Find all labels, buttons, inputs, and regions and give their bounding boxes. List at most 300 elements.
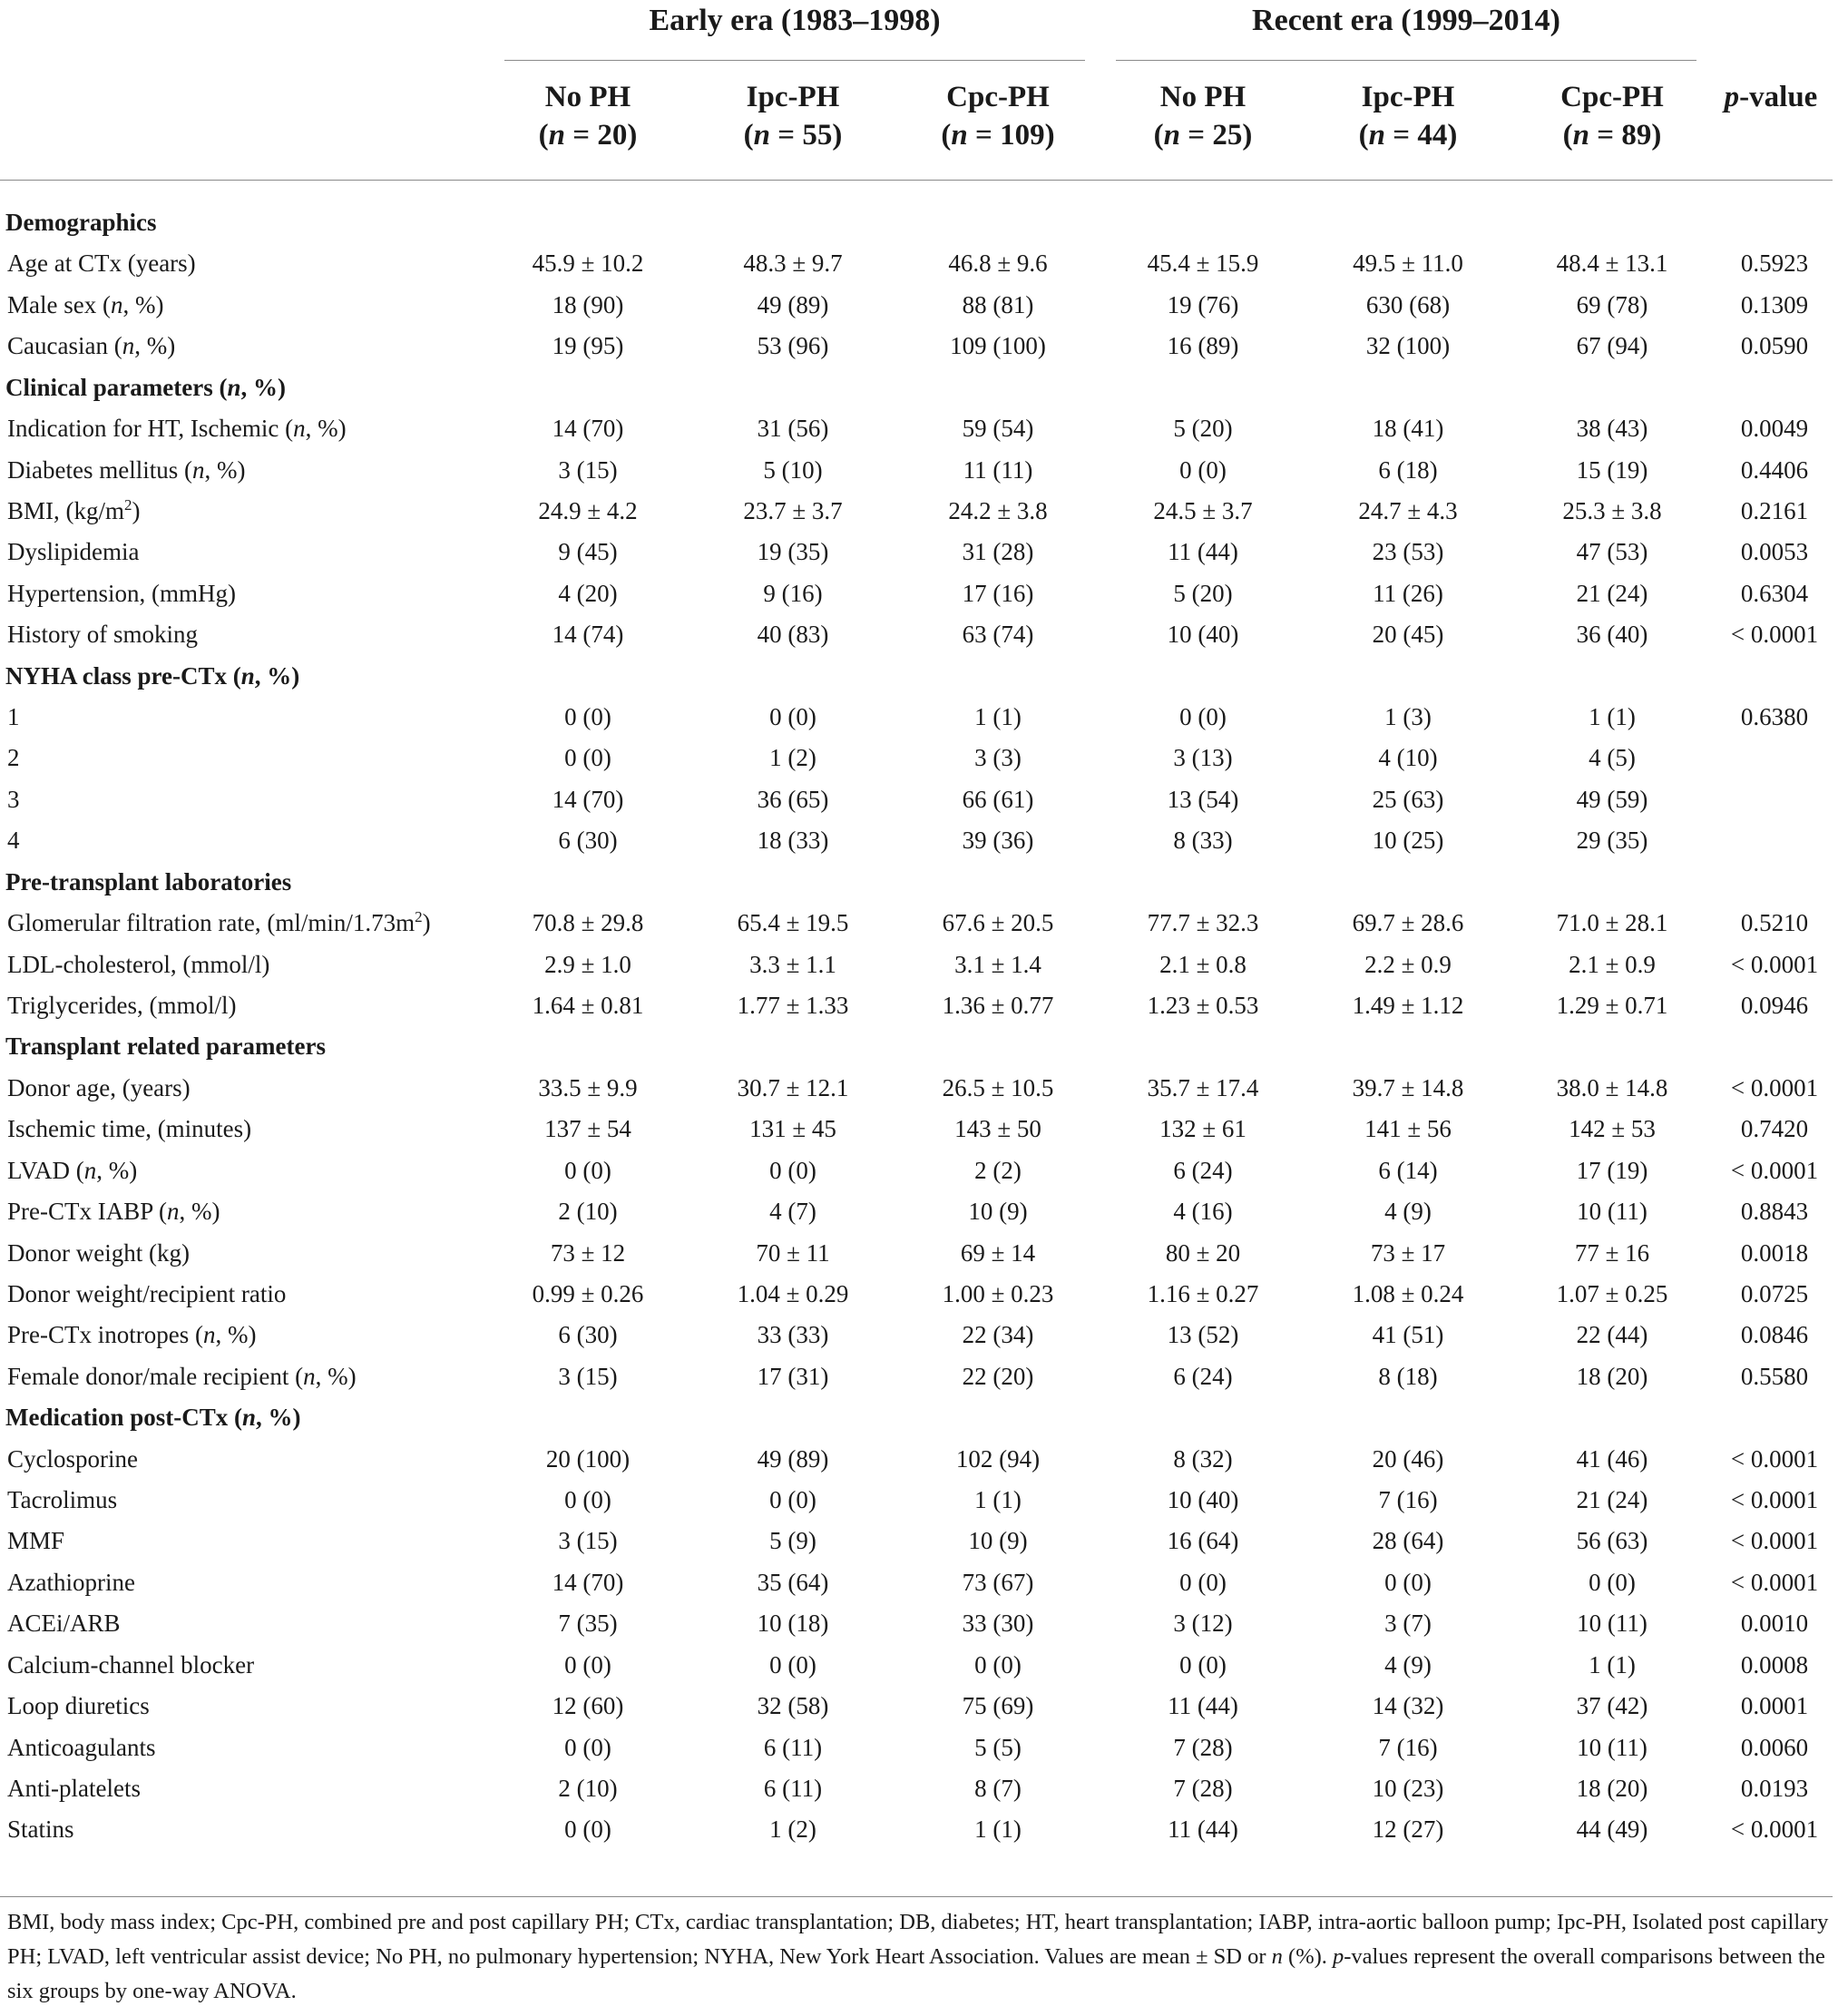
table-cell: 31 (56) <box>757 415 829 443</box>
row-label: Hypertension, (mmHg) <box>7 579 236 607</box>
table-cell: 7 (28) <box>1173 1774 1233 1802</box>
section-header-row <box>0 655 1833 697</box>
column-header: Cpc-PH (n = 89) <box>1560 81 1664 152</box>
table-cell: 32 (58) <box>757 1692 829 1720</box>
row-label: Triglycerides, (mmol/l) <box>7 991 237 1019</box>
pvalue-cell: 0.0193 <box>1740 1774 1809 1802</box>
table-cell: 3 (7) <box>1384 1610 1432 1638</box>
table-cell: 36 (40) <box>1576 621 1648 649</box>
table-cell: 65.4 ± 19.5 <box>737 909 849 937</box>
table-cell: 31 (28) <box>962 538 1034 566</box>
table-cell: 1 (2) <box>769 744 816 772</box>
footnote-divider <box>0 1896 1833 1897</box>
table-cell: 77.7 ± 32.3 <box>1147 909 1259 937</box>
column-header: No PH (n = 25) <box>1153 81 1253 152</box>
section-label: Clinical parameters (n, %) <box>5 373 286 401</box>
row-label: Dyslipidemia <box>7 538 140 566</box>
table-cell: 132 ± 61 <box>1159 1115 1247 1143</box>
table-row <box>0 902 1833 944</box>
era-header-early: Early era (1983–1998) <box>649 4 941 37</box>
table-cell: 1 (1) <box>974 1815 1022 1844</box>
table-row <box>0 778 1833 820</box>
pvalue-cell: < 0.0001 <box>1730 621 1819 649</box>
table-cell: 1.00 ± 0.23 <box>942 1279 1054 1307</box>
table-cell: 6 (24) <box>1173 1362 1233 1390</box>
table-cell: 0 (0) <box>564 1815 611 1844</box>
table-cell: 2 (2) <box>974 1156 1022 1184</box>
pvalue-cell: 0.0018 <box>1740 1238 1809 1267</box>
table-cell: 69 ± 14 <box>960 1238 1036 1267</box>
table-cell: 7 (28) <box>1173 1733 1233 1761</box>
table-cell: 36 (65) <box>757 785 829 813</box>
row-label: Female donor/male recipient (n, %) <box>7 1362 357 1390</box>
table-cell: 17 (19) <box>1576 1156 1648 1184</box>
table-cell: 48.3 ± 9.7 <box>743 250 843 278</box>
table-cell: 3 (13) <box>1173 744 1233 772</box>
table-cell: 1 (1) <box>974 703 1022 731</box>
table-cell: 1.77 ± 1.33 <box>737 991 849 1019</box>
table-cell: 23.7 ± 3.7 <box>743 496 843 524</box>
table-row <box>0 1150 1833 1191</box>
table-cell: 73 ± 17 <box>1370 1238 1446 1267</box>
table-cell: 21 (24) <box>1576 1486 1648 1514</box>
table-cell: 19 (76) <box>1167 290 1239 318</box>
table-cell: 1 (3) <box>1384 703 1432 731</box>
table-cell: 4 (16) <box>1173 1198 1233 1226</box>
table-cell: 49 (89) <box>757 1444 829 1473</box>
table-cell: 33 (33) <box>757 1321 829 1349</box>
table-cell: 39.7 ± 14.8 <box>1352 1073 1464 1101</box>
table-cell: 10 (40) <box>1167 621 1239 649</box>
pvalue-cell: < 0.0001 <box>1730 1444 1819 1473</box>
table-footnote: BMI, body mass index; Cpc-PH, combined pre and post capillary PH; CTx, cardiac transplantation; DB, diabetes; HT, heart transplantation; IABP, intra-aortic balloon pump; Ipc-PH, Isolated post capillary PH; LVAD, left ventricular assist device; No PH, no pulmonary hypertension; NYHA, New York Heart Association. Values are mean ± SD or n (%). p-values represent the overall comparisons between the six groups by one-way ANOVA. <box>7 1910 1829 2003</box>
table-cell: 1 (1) <box>1589 703 1636 731</box>
table-cell: 0 (0) <box>1179 455 1227 484</box>
table-cell: 137 ± 54 <box>544 1115 631 1143</box>
table-cell: 2 (10) <box>558 1774 618 1802</box>
table-cell: 7 (16) <box>1378 1733 1438 1761</box>
section-label: NYHA class pre-CTx (n, %) <box>5 661 300 690</box>
table-row <box>0 1190 1833 1232</box>
table-cell: 17 (16) <box>962 579 1034 607</box>
table-cell: 35.7 ± 17.4 <box>1147 1073 1259 1101</box>
table-cell: 0 (0) <box>564 744 611 772</box>
pvalue-cell: < 0.0001 <box>1730 1486 1819 1514</box>
table-cell: 2 (10) <box>558 1198 618 1226</box>
table-cell: 22 (34) <box>962 1321 1034 1349</box>
section-header-row <box>0 201 1833 243</box>
table-cell: 15 (19) <box>1576 455 1648 484</box>
table-cell: 0 (0) <box>564 1156 611 1184</box>
table-cell: 37 (42) <box>1576 1692 1648 1720</box>
pvalue-cell: < 0.0001 <box>1730 950 1819 978</box>
table-cell: 69 (78) <box>1576 290 1648 318</box>
table-cell: 18 (20) <box>1576 1362 1648 1390</box>
table-cell: 10 (11) <box>1577 1733 1647 1761</box>
table-cell: 11 (44) <box>1168 538 1238 566</box>
table-cell: 10 (25) <box>1372 827 1444 855</box>
table-row <box>0 1602 1833 1644</box>
column-header: Ipc-PH (n = 55) <box>743 81 843 152</box>
table-cell: 2.2 ± 0.9 <box>1364 950 1452 978</box>
column-header: No PH (n = 20) <box>538 81 638 152</box>
row-label: Donor age, (years) <box>7 1073 191 1101</box>
table-cell: 142 ± 53 <box>1569 1115 1656 1143</box>
table-cell: 16 (89) <box>1167 332 1239 360</box>
table-cell: 70.8 ± 29.8 <box>532 909 644 937</box>
row-label: Pre-CTx inotropes (n, %) <box>7 1321 257 1349</box>
table-cell: 10 (18) <box>757 1610 829 1638</box>
table-row <box>0 1561 1833 1603</box>
table-row <box>0 531 1833 573</box>
table-cell: 11 (44) <box>1168 1692 1238 1720</box>
table-cell: 0 (0) <box>769 1156 816 1184</box>
table-cell: 1.07 ± 0.25 <box>1556 1279 1668 1307</box>
table-cell: 25.3 ± 3.8 <box>1562 496 1662 524</box>
table-cell: 7 (35) <box>558 1610 618 1638</box>
row-label: Ischemic time, (minutes) <box>7 1115 252 1143</box>
table-cell: 46.8 ± 9.6 <box>948 250 1048 278</box>
table-cell: 21 (24) <box>1576 579 1648 607</box>
table-cell: 47 (53) <box>1576 538 1648 566</box>
row-label: Tacrolimus <box>7 1486 118 1514</box>
table-cell: 4 (5) <box>1589 744 1636 772</box>
table-cell: 39 (36) <box>962 827 1034 855</box>
row-label: History of smoking <box>7 621 199 649</box>
table-row <box>0 696 1833 738</box>
row-label: Donor weight/recipient ratio <box>7 1279 287 1307</box>
table-cell: 45.9 ± 10.2 <box>532 250 644 278</box>
table-cell: 48.4 ± 13.1 <box>1556 250 1668 278</box>
table-row <box>0 1355 1833 1397</box>
row-label: 3 <box>7 785 20 813</box>
table-row <box>0 1727 1833 1768</box>
table-cell: 18 (90) <box>552 290 624 318</box>
table-cell: 0.99 ± 0.26 <box>532 1279 644 1307</box>
table-cell: 1.49 ± 1.12 <box>1352 991 1464 1019</box>
pvalue-cell: 0.4406 <box>1740 455 1809 484</box>
table-cell: 24.9 ± 4.2 <box>538 496 638 524</box>
table-cell: 73 (67) <box>962 1568 1034 1596</box>
table-cell: 4 (20) <box>558 579 618 607</box>
pvalue-cell: 0.0053 <box>1740 538 1809 566</box>
table-cell: 1.16 ± 0.27 <box>1147 1279 1259 1307</box>
table-cell: 8 (32) <box>1173 1444 1233 1473</box>
pvalue-cell: 0.0001 <box>1740 1692 1809 1720</box>
pvalue-cell: 0.0049 <box>1740 415 1809 443</box>
table-cell: 9 (45) <box>558 538 618 566</box>
table-cell: 10 (40) <box>1167 1486 1239 1514</box>
table-cell: 20 (45) <box>1372 621 1444 649</box>
section-label: Transplant related parameters <box>5 1032 326 1061</box>
table-cell: 9 (16) <box>763 579 823 607</box>
table-cell: 1 (2) <box>769 1815 816 1844</box>
table-cell: 2.9 ± 1.0 <box>544 950 631 978</box>
row-label: 1 <box>7 703 20 731</box>
pvalue-cell: 0.5210 <box>1740 909 1809 937</box>
table-cell: 67.6 ± 20.5 <box>942 909 1054 937</box>
table-row <box>0 737 1833 778</box>
table-row <box>0 1067 1833 1109</box>
row-label: Diabetes mellitus (n, %) <box>7 455 246 484</box>
table-cell: 71.0 ± 28.1 <box>1556 909 1668 937</box>
pvalue-header: p-value <box>1724 81 1818 113</box>
pvalue-cell: 0.0060 <box>1740 1733 1809 1761</box>
table-cell: 109 (100) <box>950 332 1046 360</box>
table-cell: 0 (0) <box>564 1733 611 1761</box>
table-cell: 13 (52) <box>1167 1321 1239 1349</box>
table-cell: 5 (20) <box>1173 579 1233 607</box>
table-row <box>0 1808 1833 1850</box>
table-cell: 1 (1) <box>974 1486 1022 1514</box>
table-cell: 11 (44) <box>1168 1815 1238 1844</box>
table-cell: 1.04 ± 0.29 <box>737 1279 849 1307</box>
era-header-recent: Recent era (1999–2014) <box>1252 4 1560 37</box>
table-cell: 80 ± 20 <box>1165 1238 1241 1267</box>
table-cell: 26.5 ± 10.5 <box>942 1073 1054 1101</box>
table-cell: 4 (7) <box>769 1198 816 1226</box>
table-cell: 20 (46) <box>1372 1444 1444 1473</box>
table-cell: 73 ± 12 <box>550 1238 626 1267</box>
table-row <box>0 1314 1833 1355</box>
pvalue-cell: 0.2161 <box>1740 496 1809 524</box>
table-cell: 1.08 ± 0.24 <box>1352 1279 1464 1307</box>
table-cell: 63 (74) <box>962 621 1034 649</box>
table-cell: 3 (12) <box>1173 1610 1233 1638</box>
row-label: Indication for HT, Ischemic (n, %) <box>7 415 347 443</box>
table-cell: 5 (9) <box>769 1527 816 1555</box>
pvalue-cell: 0.5923 <box>1740 250 1809 278</box>
table-row <box>0 242 1833 284</box>
row-label: 4 <box>7 827 20 855</box>
row-label: 2 <box>7 744 20 772</box>
table-cell: 22 (20) <box>962 1362 1034 1390</box>
table-cell: 70 ± 11 <box>756 1238 830 1267</box>
pvalue-cell: 0.0010 <box>1740 1610 1809 1638</box>
pvalue-cell: 0.7420 <box>1740 1115 1809 1143</box>
table-cell: 49.5 ± 11.0 <box>1353 250 1463 278</box>
table-cell: 1 (1) <box>1589 1650 1636 1678</box>
table-cell: 20 (100) <box>545 1444 631 1473</box>
table-cell: 141 ± 56 <box>1364 1115 1452 1143</box>
pvalue-cell: 0.1309 <box>1740 290 1809 318</box>
row-label: Glomerular filtration rate, $(ml/\min/1.73m^2)$ <box>7 908 431 937</box>
pvalue-cell: 0.6380 <box>1740 703 1809 731</box>
table-row <box>0 944 1833 985</box>
era-underline-recent <box>1116 60 1696 61</box>
table-cell: 1.64 ± 0.81 <box>532 991 644 1019</box>
pvalue-cell: 0.0590 <box>1740 332 1809 360</box>
section-header-row <box>0 861 1833 903</box>
table-cell: 66 (61) <box>962 785 1034 813</box>
table-cell: 8 (7) <box>974 1774 1022 1802</box>
table-cell: 6 (14) <box>1378 1156 1438 1184</box>
row-label: Pre-CTx IABP (n, %) <box>7 1198 220 1226</box>
pvalue-cell: < 0.0001 <box>1730 1156 1819 1184</box>
row-label: Cyclosporine <box>7 1444 138 1473</box>
table-cell: 3 (15) <box>558 1527 618 1555</box>
table-row <box>0 325 1833 367</box>
table-cell: 38 (43) <box>1576 415 1648 443</box>
table-cell: 6 (11) <box>763 1774 823 1802</box>
table-row <box>0 1273 1833 1315</box>
row-label: BMI, $(kg/m^2)$ <box>7 495 141 524</box>
table-cell: 0 (0) <box>1384 1568 1432 1596</box>
table-cell: 33 (30) <box>962 1610 1034 1638</box>
pvalue-cell: 0.0725 <box>1740 1279 1809 1307</box>
table-cell: 40 (83) <box>757 621 829 649</box>
table-cell: 7 (16) <box>1378 1486 1438 1514</box>
table-cell: 630 (68) <box>1365 290 1451 318</box>
section-header-row <box>0 1025 1833 1067</box>
table-cell: 14 (70) <box>552 415 624 443</box>
table-cell: 3 (3) <box>974 744 1022 772</box>
row-label: Statins <box>7 1815 74 1844</box>
table-cell: 131 ± 45 <box>749 1115 836 1143</box>
table-cell: 8 (18) <box>1378 1362 1438 1390</box>
table-cell: 10 (23) <box>1372 1774 1444 1802</box>
pvalue-cell: 0.5580 <box>1740 1362 1809 1390</box>
table-cell: 5 (20) <box>1173 415 1233 443</box>
row-label: MMF <box>7 1527 65 1555</box>
table-cell: 0 (0) <box>974 1650 1022 1678</box>
column-header: Ipc-PH (n = 44) <box>1358 81 1458 152</box>
section-label: Medication post-CTx (n, %) <box>5 1404 301 1432</box>
table-cell: 49 (59) <box>1576 785 1648 813</box>
row-label: Age at CTx (years) <box>7 250 196 278</box>
table-cell: 0 (0) <box>769 1650 816 1678</box>
table-cell: 33.5 ± 9.9 <box>538 1073 638 1101</box>
table-cell: 53 (96) <box>757 332 829 360</box>
table-cell: 29 (35) <box>1576 827 1648 855</box>
table-cell: 14 (32) <box>1372 1692 1444 1720</box>
table-cell: 56 (63) <box>1576 1527 1648 1555</box>
table-cell: 10 (9) <box>968 1527 1028 1555</box>
table-cell: 69.7 ± 28.6 <box>1352 909 1464 937</box>
table-cell: 102 (94) <box>955 1444 1041 1473</box>
table-cell: 3 (15) <box>558 1362 618 1390</box>
table-cell: 13 (54) <box>1167 785 1239 813</box>
section-label: Demographics <box>5 209 157 236</box>
section-header-row <box>0 367 1833 408</box>
table-cell: 12 (60) <box>552 1692 624 1720</box>
table-row <box>0 1685 1833 1727</box>
table-row <box>0 490 1833 532</box>
table-cell: 1.29 ± 0.71 <box>1556 991 1668 1019</box>
pvalue-cell: < 0.0001 <box>1730 1568 1819 1596</box>
table-cell: 6 (24) <box>1173 1156 1233 1184</box>
table-cell: 17 (31) <box>757 1362 829 1390</box>
row-label: Caucasian (n, %) <box>7 332 176 360</box>
table-cell: 10 (9) <box>968 1198 1028 1226</box>
table-cell: 6 (11) <box>763 1733 823 1761</box>
table-cell: 11 (26) <box>1373 579 1443 607</box>
table-row <box>0 449 1833 491</box>
table-cell: 25 (63) <box>1372 785 1444 813</box>
table-row <box>0 819 1833 861</box>
table-cell: 75 (69) <box>962 1692 1034 1720</box>
table-cell: 45.4 ± 15.9 <box>1147 250 1259 278</box>
pvalue-cell: < 0.0001 <box>1730 1815 1819 1844</box>
table-row <box>0 984 1833 1026</box>
table-cell: 12 (27) <box>1372 1815 1444 1844</box>
table-row <box>0 1520 1833 1561</box>
table-cell: 0 (0) <box>1179 1568 1227 1596</box>
table-row <box>0 1108 1833 1150</box>
table-cell: 44 (49) <box>1576 1815 1648 1844</box>
table-cell: 38.0 ± 14.8 <box>1556 1073 1668 1101</box>
table-cell: 6 (30) <box>558 827 618 855</box>
row-label: Anticoagulants <box>7 1733 156 1761</box>
section-label: Pre-transplant laboratories <box>5 867 292 895</box>
row-label: Donor weight (kg) <box>7 1238 190 1267</box>
header-divider <box>0 180 1833 181</box>
table-cell: 0 (0) <box>769 1486 816 1514</box>
table-cell: 3.1 ± 1.4 <box>954 950 1041 978</box>
table-cell: 59 (54) <box>962 415 1034 443</box>
pvalue-cell: < 0.0001 <box>1730 1073 1819 1101</box>
pvalue-cell: 0.8843 <box>1740 1198 1809 1226</box>
row-label: LVAD (n, %) <box>7 1156 138 1184</box>
table-cell: 19 (35) <box>757 538 829 566</box>
table-row <box>0 573 1833 614</box>
table-cell: 41 (46) <box>1576 1444 1648 1473</box>
section-header-row <box>0 1396 1833 1438</box>
table-cell: 10 (11) <box>1577 1610 1647 1638</box>
row-label: Loop diuretics <box>7 1692 150 1720</box>
row-label: LDL-cholesterol, (mmol/l) <box>7 950 270 978</box>
table-cell: 24.7 ± 4.3 <box>1358 496 1458 524</box>
table-cell: 10 (11) <box>1577 1198 1647 1226</box>
table-cell: 0 (0) <box>1179 703 1227 731</box>
pvalue-cell: 0.6304 <box>1740 579 1809 607</box>
table-cell: 23 (53) <box>1372 538 1444 566</box>
table-cell: 18 (33) <box>757 827 829 855</box>
table-cell: 18 (20) <box>1576 1774 1648 1802</box>
era-underline-early <box>504 60 1085 61</box>
table-row <box>0 407 1833 449</box>
table-cell: 14 (74) <box>552 621 624 649</box>
table-row <box>0 1767 1833 1809</box>
table-cell: 1.23 ± 0.53 <box>1147 991 1259 1019</box>
row-label: ACEi/ARB <box>7 1610 121 1638</box>
table-cell: 0 (0) <box>564 1486 611 1514</box>
table-cell: 2.1 ± 0.9 <box>1569 950 1656 978</box>
column-header: Cpc-PH (n = 109) <box>941 81 1055 152</box>
table-cell: 11 (11) <box>963 455 1033 484</box>
table-cell: 4 (9) <box>1384 1650 1432 1678</box>
pvalue-cell: 0.0008 <box>1740 1650 1809 1678</box>
table-cell: 24.5 ± 3.7 <box>1153 496 1253 524</box>
table-cell: 35 (64) <box>757 1568 829 1596</box>
row-label: Azathioprine <box>7 1568 135 1596</box>
table-cell: 49 (89) <box>757 290 829 318</box>
table-cell: 24.2 ± 3.8 <box>948 496 1048 524</box>
table-cell: 22 (44) <box>1576 1321 1648 1349</box>
table-row <box>0 1438 1833 1480</box>
table-cell: 32 (100) <box>1365 332 1451 360</box>
table-cell: 5 (5) <box>974 1733 1022 1761</box>
table-cell: 0 (0) <box>1589 1568 1636 1596</box>
table-cell: 5 (10) <box>763 455 823 484</box>
table-row <box>0 1479 1833 1521</box>
table-cell: 6 (18) <box>1378 455 1438 484</box>
table-cell: 88 (81) <box>962 290 1034 318</box>
table-cell: 2.1 ± 0.8 <box>1159 950 1247 978</box>
table-cell: 0 (0) <box>564 1650 611 1678</box>
table-cell: 0 (0) <box>1179 1650 1227 1678</box>
table-cell: 14 (70) <box>552 785 624 813</box>
